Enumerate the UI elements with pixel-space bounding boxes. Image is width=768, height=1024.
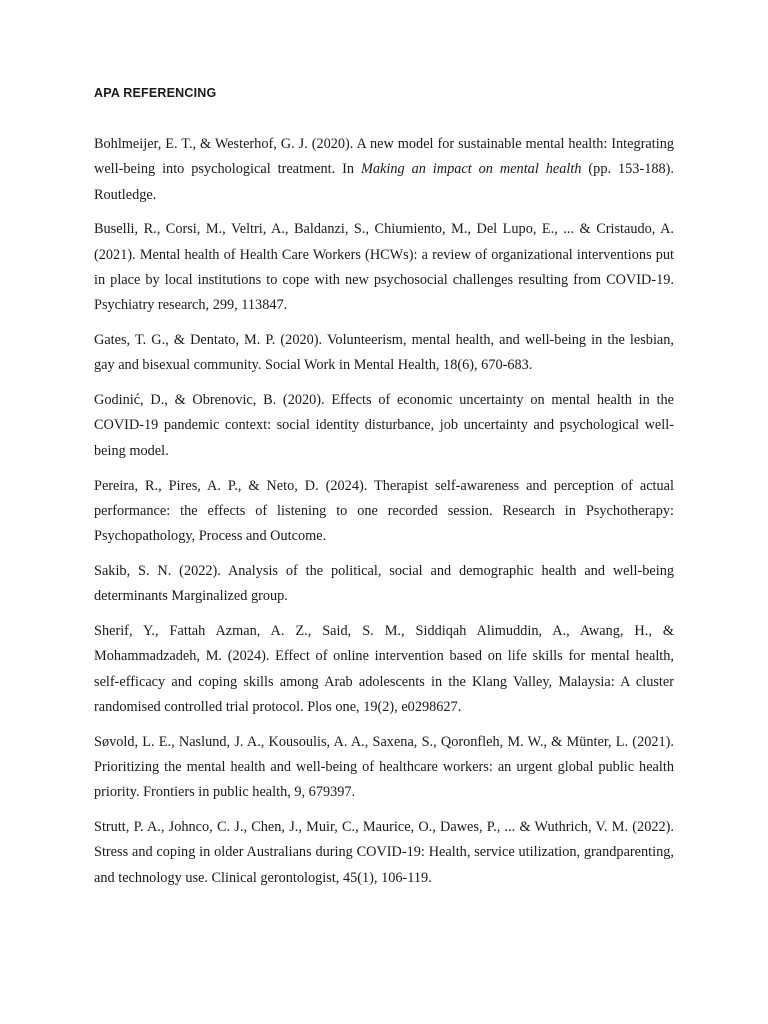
section-heading: APA REFERENCING — [94, 86, 217, 100]
reference-entry — [94, 132, 674, 208]
reference-text: Bohlmeijer, E. T., & Westerhof, G. J. (2020). A new model for sustainable mental health: Integrating well-being into psychological treatment. In — [94, 136, 674, 178]
reference-entry: Gates, T. G., & Dentato, M. P. (2020). Volunteerism, mental health, and well-being in the lesbian, gay and bisexual community. Social Work in Mental Health, 18(6), 670-683. — [94, 332, 674, 374]
reference-entry: Sherif, Y., Fattah Azman, A. Z., Said, S. M., Siddiqah Alimuddin, A., Awang, H., & Mohammadzadeh, M. (2024). Effect of online intervention based on life skills for mental health, self-efficacy and coping skills among Arab adolescents in the Klang Valley, Malaysia: A cluster randomised controlled trial protocol. Plos one, 19(2), e0298627. — [94, 623, 674, 715]
reference-entry: Pereira, R., Pires, A. P., & Neto, D. (2024). Therapist self-awareness and perception of actual performance: the effects of listening to one recorded session. Research in Psychotherapy: Psychopathology, Process and Outcome. — [94, 477, 674, 545]
reference-entry: Godinić, D., & Obrenovic, B. (2020). Effects of economic uncertainty on mental health in the COVID-19 pandemic context: social identity disturbance, job uncertainty and psychological well-being model. — [94, 392, 674, 459]
reference-entry: Sakib, S. N. (2022). Analysis of the political, social and demographic health and well-being determinants Marginalized group. — [94, 562, 674, 605]
reference-entry: Buselli, R., Corsi, M., Veltri, A., Baldanzi, S., Chiumiento, M., Del Lupo, E., ... & Cristaudo, A. (2021). Mental health of Health Care Workers (HCWs): a review of organizational interventions put in place by local institutions to cope with new psychosocial challenges resulting from COVID-19. Psychiatry research, 299, 113847. — [94, 221, 674, 314]
reference-entry: Søvold, L. E., Naslund, J. A., Kousoulis, A. A., Saxena, S., Qoronfleh, M. W., & Münter, L. (2021). Prioritizing the mental health and well-being of healthcare workers: an urgent global public health priority. Frontiers in public health, 9, 679397. — [94, 733, 674, 801]
reference-text: (pp. 153-188). Routledge. — [94, 161, 674, 203]
reference-entry: Strutt, P. A., Johnco, C. J., Chen, J., Muir, C., Maurice, O., Dawes, P., ... & Wuthrich, V. M. (2022). Stress and coping in older Australians during COVID-19: Health, service utilization, grandparenting, and technology use. Clinical gerontologist, 45(1), 106-119. — [94, 819, 674, 886]
reference-book-title: Making an impact on mental health — [360, 161, 582, 178]
document-page — [94, 86, 674, 901]
